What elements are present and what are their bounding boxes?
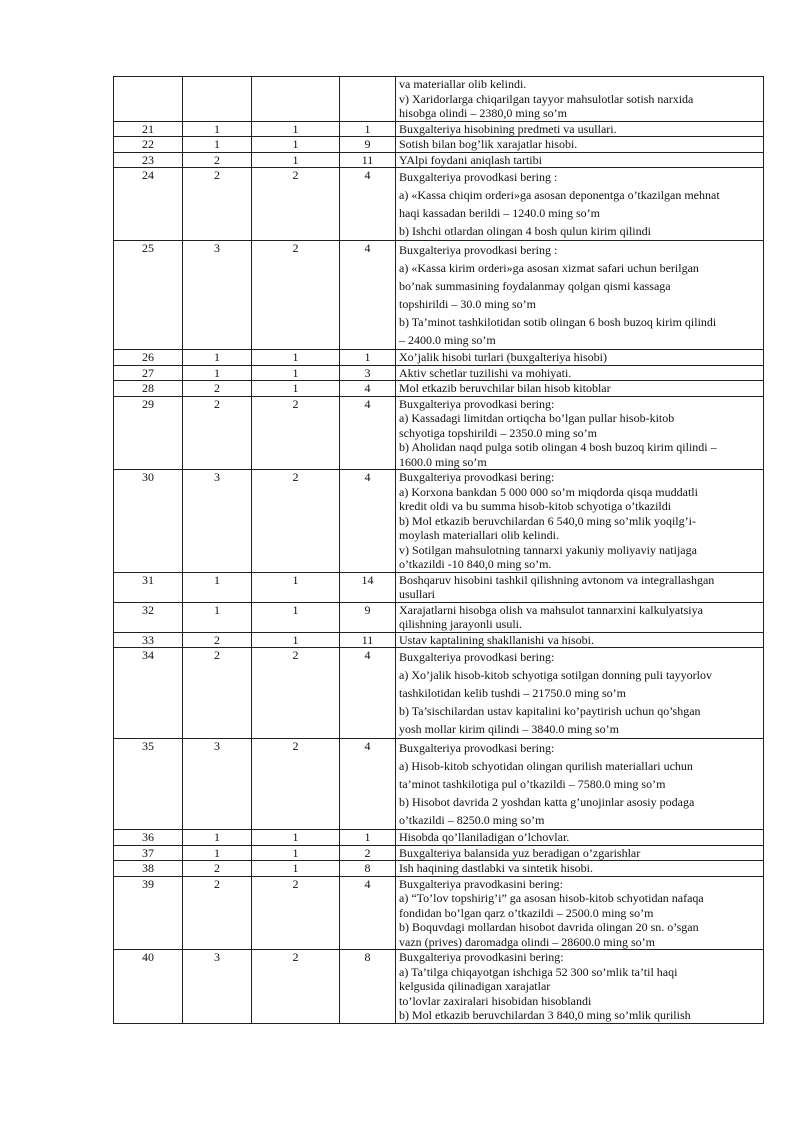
table-row <box>114 381 764 397</box>
question-number-cell: 30 <box>114 470 183 573</box>
difficulty-cell: 3 <box>183 470 252 573</box>
question-text-line: a) “To’lov topshirig’i” ga asosan hisob-kitob schyotidan nafaqa <box>399 891 704 905</box>
question-number-cell: 37 <box>114 845 183 861</box>
question-text-line: bo’nak summasining foydalanmay qolgan qismi kassaga <box>399 279 671 293</box>
difficulty-cell: 1 <box>183 137 252 153</box>
questions-table <box>113 76 764 1024</box>
question-text-line: a) Korxona bankdan 5 000 000 so’m miqdorda qisqa muddatli <box>399 484 698 499</box>
question-number-cell: 28 <box>114 381 183 397</box>
question-number-cell: 23 <box>114 152 183 168</box>
topic-cell: 4 <box>340 648 396 739</box>
type-cell <box>252 77 340 122</box>
question-text-line: Ish haqining dastlabki va sintetik hisobi. <box>399 861 593 875</box>
question-text-cell <box>396 381 764 397</box>
question-text-line: a) «Kassa kirim orderi»ga asosan xizmat safari uchun berilgan <box>399 261 699 275</box>
topic-cell: 1 <box>340 350 396 366</box>
difficulty-cell: 2 <box>183 861 252 877</box>
difficulty-cell <box>183 77 252 122</box>
type-cell: 1 <box>252 830 340 846</box>
table-row <box>114 830 764 846</box>
question-text-line: a) «Kassa chiqim orderi»ga asosan deponentga o’tkazilgan mehnat <box>399 188 720 202</box>
topic-cell: 11 <box>340 632 396 648</box>
question-text-cell <box>396 152 764 168</box>
question-text-line: Boshqaruv hisobini tashkil qilishning avtonom va integrallashgan <box>399 572 715 587</box>
question-text-cell <box>396 365 764 381</box>
question-text-line: Buxgalteriya provodkasi bering: <box>399 741 555 755</box>
table-row <box>114 861 764 877</box>
topic-cell: 1 <box>340 121 396 137</box>
question-number-cell: 39 <box>114 876 183 950</box>
topic-cell: 4 <box>340 739 396 830</box>
table-row <box>114 572 764 602</box>
topic-cell <box>340 77 396 122</box>
difficulty-cell: 1 <box>183 572 252 602</box>
question-text-cell <box>396 830 764 846</box>
question-text-line: a) Kassadagi limitdan ortiqcha bo’lgan pullar hisob-kitob <box>399 411 675 425</box>
question-text-cell <box>396 137 764 153</box>
question-text-line: 1600.0 ming so’m <box>399 454 487 469</box>
question-text-line: b) Mol etkazib beruvchilardan 6 540,0 ming so’mlik yoqilg’i- <box>399 513 696 528</box>
question-text-line: moylash materiallari olib kelindi. <box>399 528 559 542</box>
question-text-line: kelgusida qilinadigan xarajatlar <box>399 979 551 993</box>
question-text-line: Buxgalteriya provodkasini bering: <box>399 950 564 964</box>
question-text-cell <box>396 121 764 137</box>
question-text-line: va materiallar olib kelindi. <box>399 77 527 91</box>
topic-cell: 4 <box>340 241 396 350</box>
question-text-line: Aktiv schetlar tuzilishi va mohiyati. <box>399 365 572 380</box>
question-number-cell: 24 <box>114 168 183 241</box>
question-text-cell <box>396 632 764 648</box>
difficulty-cell: 1 <box>183 365 252 381</box>
difficulty-cell: 1 <box>183 845 252 861</box>
question-text-cell <box>396 470 764 573</box>
table-row <box>114 396 764 470</box>
question-text-cell <box>396 396 764 470</box>
difficulty-cell: 2 <box>183 876 252 950</box>
question-text-line: Buxgalteriya provodkasi bering: <box>399 650 555 664</box>
question-text-line: Buxgalteriya pravodkasini bering: <box>399 876 563 891</box>
topic-cell: 4 <box>340 381 396 397</box>
type-cell: 2 <box>252 396 340 470</box>
question-text-line: Buxgalteriya provodkasi bering : <box>399 243 558 257</box>
question-number-cell: 40 <box>114 950 183 1024</box>
table-row <box>114 77 764 122</box>
type-cell: 2 <box>252 648 340 739</box>
table-row <box>114 137 764 153</box>
type-cell: 2 <box>252 241 340 350</box>
table-row <box>114 241 764 350</box>
type-cell: 1 <box>252 137 340 153</box>
difficulty-cell: 2 <box>183 381 252 397</box>
difficulty-cell: 2 <box>183 396 252 470</box>
question-number-cell: 32 <box>114 602 183 632</box>
question-text-cell <box>396 602 764 632</box>
question-text-line: topshirildi – 30.0 ming so’m <box>399 297 537 311</box>
question-text-line: Buxgalteriya provodkasi bering : <box>399 170 558 184</box>
question-text-line: Sotish bilan bog’lik xarajatlar hisobi. <box>399 137 578 151</box>
question-text-line: – 2400.0 ming so’m <box>399 333 496 347</box>
difficulty-cell: 3 <box>183 950 252 1024</box>
type-cell: 1 <box>252 152 340 168</box>
question-text-line: YAlpi foydani aniqlash tartibi <box>399 152 542 167</box>
type-cell: 1 <box>252 602 340 632</box>
difficulty-cell: 1 <box>183 121 252 137</box>
question-number-cell: 26 <box>114 350 183 366</box>
question-text-line: Ustav kaptalining shakllanishi va hisobi. <box>399 632 594 647</box>
type-cell: 1 <box>252 845 340 861</box>
topic-cell: 4 <box>340 396 396 470</box>
question-text-line: b) Ta’sischilardan ustav kapitalini ko’paytirish uchun qo’shgan <box>399 704 701 718</box>
questions-table-body <box>114 77 764 1024</box>
question-text-line: b) Hisobot davrida 2 yoshdan katta g’unojinlar asosiy podaga <box>399 795 695 809</box>
table-row <box>114 168 764 241</box>
question-text-line: vazn (prives) daromadga olindi – 28600.0 ming so’m <box>399 934 655 949</box>
question-text-line: Hisobda qo’llaniladigan o’lchovlar. <box>399 830 570 844</box>
topic-cell: 4 <box>340 876 396 950</box>
type-cell: 1 <box>252 365 340 381</box>
question-text-cell <box>396 77 764 122</box>
question-text-cell <box>396 876 764 950</box>
topic-cell: 9 <box>340 602 396 632</box>
question-text-line: a) Ta’tilga chiqayotgan ishchiga 52 300 so’mlik ta’til haqi <box>399 964 678 979</box>
difficulty-cell: 3 <box>183 241 252 350</box>
question-text-line: o’tkazildi -10 840,0 ming so’m. <box>399 557 552 571</box>
question-text-line: Buxgalteriya provodkasi bering: <box>399 396 555 411</box>
question-text-line: kredit oldi va bu summa hisob-kitob schyotiga o’tkazildi <box>399 499 672 513</box>
question-text-line: ta’minot tashkilotiga pul o’tkazildi – 7580.0 ming so’m <box>399 777 666 791</box>
question-number-cell <box>114 77 183 122</box>
question-text-line: Buxgalteriya balansida yuz beradigan o’zgarishlar <box>399 845 641 860</box>
question-text-line: tashkilotidan kelib tushdi – 21750.0 ming so’m <box>399 686 626 700</box>
question-text-line: v) Sotilgan mahsulotning tannarxi yakuniy moliyaviy natijaga <box>399 542 697 557</box>
question-number-cell: 21 <box>114 121 183 137</box>
difficulty-cell: 2 <box>183 168 252 241</box>
topic-cell: 4 <box>340 168 396 241</box>
table-row <box>114 739 764 830</box>
question-number-cell: 35 <box>114 739 183 830</box>
question-number-cell: 22 <box>114 137 183 153</box>
difficulty-cell: 2 <box>183 152 252 168</box>
type-cell: 2 <box>252 470 340 573</box>
difficulty-cell: 1 <box>183 830 252 846</box>
difficulty-cell: 2 <box>183 648 252 739</box>
question-text-cell <box>396 241 764 350</box>
difficulty-cell: 1 <box>183 350 252 366</box>
question-text-cell <box>396 861 764 877</box>
question-number-cell: 29 <box>114 396 183 470</box>
question-number-cell: 34 <box>114 648 183 739</box>
table-row <box>114 648 764 739</box>
question-text-cell <box>396 950 764 1024</box>
question-text-line: b) Aholidan naqd pulga sotib olingan 4 bosh buzoq kirim qilindi – <box>399 440 717 454</box>
question-text-line: b) Ta’minot tashkilotidan sotib olingan 6 bosh buzoq kirim qilindi <box>399 315 717 329</box>
table-row <box>114 350 764 366</box>
type-cell: 2 <box>252 876 340 950</box>
question-text-line: Xarajatlarni hisobga olish va mahsulot tannarxini kalkulyatsiya <box>399 602 703 617</box>
question-text-cell <box>396 350 764 366</box>
question-text-line: qilishning jarayonli usuli. <box>399 617 522 631</box>
type-cell: 1 <box>252 381 340 397</box>
question-text-line: to’lovlar zaxiralari hisobidan hisoblandi <box>399 993 592 1008</box>
question-number-cell: 33 <box>114 632 183 648</box>
difficulty-cell: 1 <box>183 602 252 632</box>
topic-cell: 3 <box>340 365 396 381</box>
table-row <box>114 365 764 381</box>
question-text-line: yosh mollar kirim qilindi – 3840.0 ming so’m <box>399 722 619 736</box>
table-row <box>114 632 764 648</box>
question-text-line: haqi kassadan berildi – 1240.0 ming so’m <box>399 206 600 220</box>
question-text-line: usullari <box>399 587 435 601</box>
type-cell: 2 <box>252 739 340 830</box>
question-number-cell: 27 <box>114 365 183 381</box>
question-text-line: Buxgalteriya hisobining predmeti va usullari. <box>399 121 617 136</box>
question-text-line: b) Mol etkazib beruvchilardan 3 840,0 ming so’mlik qurilish <box>399 1008 691 1022</box>
topic-cell: 2 <box>340 845 396 861</box>
topic-cell: 8 <box>340 950 396 1024</box>
question-text-line: schyotiga topshirildi – 2350.0 ming so’m <box>399 425 597 440</box>
table-row <box>114 152 764 168</box>
topic-cell: 14 <box>340 572 396 602</box>
question-number-cell: 36 <box>114 830 183 846</box>
question-text-line: a) Hisob-kitob schyotidan olingan qurilish materiallari uchun <box>399 759 693 773</box>
question-text-line: b) Ishchi otlardan olingan 4 bosh qulun kirim qilindi <box>399 224 651 238</box>
topic-cell: 8 <box>340 861 396 877</box>
question-text-line: Xo’jalik hisobi turlari (buxgalteriya hisobi) <box>399 350 607 364</box>
type-cell: 1 <box>252 632 340 648</box>
type-cell: 2 <box>252 168 340 241</box>
question-text-line: hisobga olindi – 2380,0 ming so’m <box>399 106 567 120</box>
table-row <box>114 950 764 1024</box>
topic-cell: 4 <box>340 470 396 573</box>
question-text-line: Buxgalteriya provodkasi bering: <box>399 470 555 484</box>
question-number-cell: 38 <box>114 861 183 877</box>
question-text-line: Mol etkazib beruvchilar bilan hisob kitoblar <box>399 381 611 395</box>
question-text-line: b) Boquvdagi mollardan hisobot davrida olingan 20 sn. o’sgan <box>399 920 699 934</box>
question-text-cell <box>396 168 764 241</box>
type-cell: 1 <box>252 572 340 602</box>
table-row <box>114 845 764 861</box>
question-text-line: o’tkazildi – 8250.0 ming so’m <box>399 813 545 827</box>
difficulty-cell: 3 <box>183 739 252 830</box>
type-cell: 2 <box>252 950 340 1024</box>
topic-cell: 1 <box>340 830 396 846</box>
type-cell: 1 <box>252 350 340 366</box>
question-text-cell <box>396 572 764 602</box>
type-cell: 1 <box>252 121 340 137</box>
table-row <box>114 121 764 137</box>
table-row <box>114 876 764 950</box>
table-row <box>114 602 764 632</box>
type-cell: 1 <box>252 861 340 877</box>
question-text-line: v) Xaridorlarga chiqarilgan tayyor mahsulotlar sotish narxida <box>399 91 694 106</box>
topic-cell: 9 <box>340 137 396 153</box>
question-text-line: fondidan bo’lgan qarz o’tkazildi – 2500.0 ming so’m <box>399 905 654 920</box>
table-row <box>114 470 764 573</box>
topic-cell: 11 <box>340 152 396 168</box>
question-text-cell <box>396 739 764 830</box>
question-text-cell <box>396 648 764 739</box>
question-text-cell <box>396 845 764 861</box>
question-text-line: a) Xo’jalik hisob-kitob schyotiga sotilgan donning puli tayyorlov <box>399 668 712 682</box>
question-number-cell: 25 <box>114 241 183 350</box>
difficulty-cell: 2 <box>183 632 252 648</box>
question-number-cell: 31 <box>114 572 183 602</box>
